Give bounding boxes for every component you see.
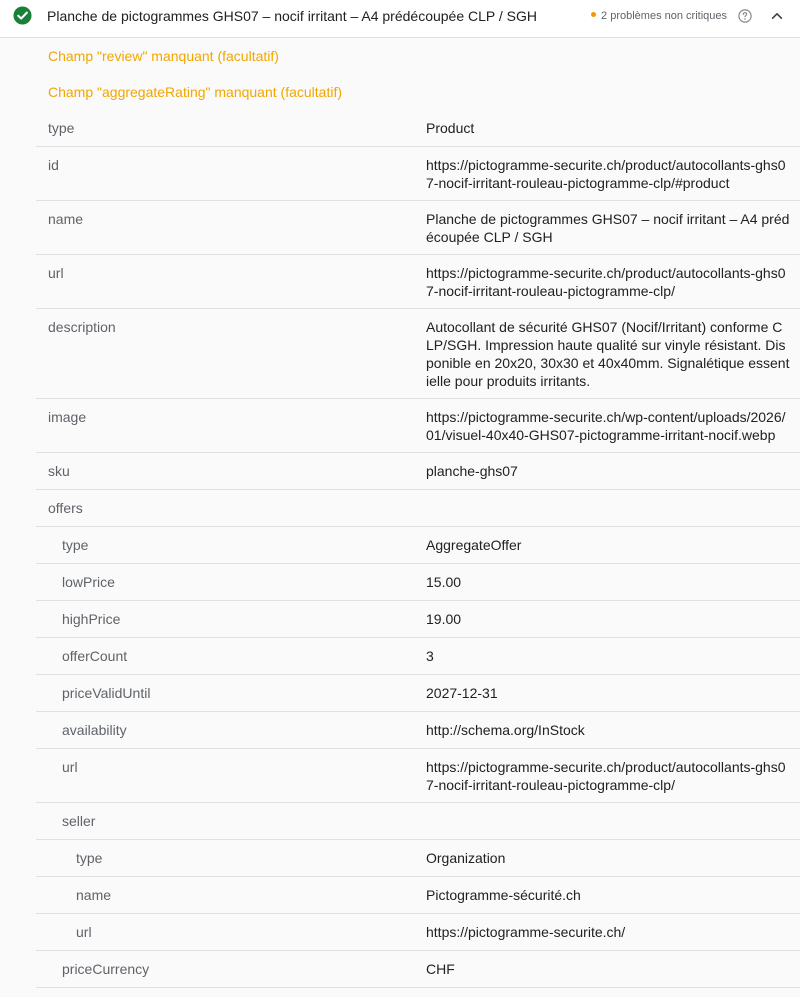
property-row xyxy=(36,309,800,399)
property-key: highPrice xyxy=(62,611,121,627)
property-value: 3 xyxy=(426,648,434,664)
property-row xyxy=(36,712,800,749)
warning-review-missing[interactable]: Champ "review" manquant (facultatif) xyxy=(48,48,279,64)
property-key: description xyxy=(48,319,116,335)
property-key: url xyxy=(62,759,78,775)
item-title: Planche de pictogrammes GHS07 – nocif irritant – A4 prédécoupée CLP / SGH xyxy=(47,8,538,24)
property-row xyxy=(36,877,800,914)
property-key: availability xyxy=(62,722,127,738)
property-key: name xyxy=(76,887,112,903)
property-row xyxy=(36,951,800,988)
property-key: priceValidUntil xyxy=(62,685,151,701)
property-key: name xyxy=(48,211,84,227)
property-row xyxy=(36,601,800,638)
property-key: type xyxy=(48,120,75,136)
property-value: Planche de pictogrammes GHS07 – nocif irritant – A4 prédécoupée CLP / SGH xyxy=(426,211,790,245)
property-row xyxy=(36,453,800,490)
property-value: 19.00 xyxy=(426,611,462,627)
property-value: https://pictogramme-securite.ch/wp-content/uploads/2026/01/visuel-40x40-GHS07-pictogramme-irritant-nocif.webp xyxy=(426,409,786,443)
property-key: priceCurrency xyxy=(62,961,150,977)
property-key: lowPrice xyxy=(62,574,115,590)
property-key: image xyxy=(48,409,87,425)
property-row xyxy=(36,201,800,255)
property-key: url xyxy=(48,265,64,281)
property-value: http://schema.org/InStock xyxy=(426,722,585,738)
property-value: AggregateOffer xyxy=(426,537,522,553)
property-key: sku xyxy=(48,463,70,479)
property-row xyxy=(36,399,800,453)
property-value: Pictogramme-sécurité.ch xyxy=(426,887,581,903)
result-header[interactable] xyxy=(0,0,800,38)
property-key: id xyxy=(48,157,59,173)
property-key: offerCount xyxy=(62,648,128,664)
property-key: seller xyxy=(62,813,96,829)
property-row xyxy=(36,638,800,675)
property-row xyxy=(36,110,800,147)
property-value xyxy=(426,803,790,839)
property-row xyxy=(36,147,800,201)
chevron-up-icon[interactable] xyxy=(770,9,784,23)
property-value: https://pictogramme-securite.ch/product/autocollants-ghs07-nocif-irritant-rouleau-pictogramme-clp/#product xyxy=(426,157,786,191)
property-value xyxy=(426,490,790,526)
warning-aggregaterating-missing[interactable]: Champ "aggregateRating" manquant (facultatif) xyxy=(48,84,342,100)
result-details xyxy=(0,38,800,997)
property-value: https://pictogramme-securite.ch/ xyxy=(426,924,626,940)
property-row xyxy=(36,255,800,309)
property-value: 15.00 xyxy=(426,574,462,590)
property-row xyxy=(36,675,800,712)
help-circle-icon[interactable] xyxy=(738,9,752,23)
property-row-offers xyxy=(36,490,800,527)
property-row xyxy=(36,527,800,564)
issues-count-label: 2 problèmes non critiques xyxy=(601,10,727,22)
property-value: CHF xyxy=(426,961,455,977)
property-value: Product xyxy=(426,120,475,136)
check-circle-icon xyxy=(13,6,32,25)
property-value: planche-ghs07 xyxy=(426,463,518,479)
property-key: type xyxy=(62,537,89,553)
property-row xyxy=(36,914,800,951)
property-value: 2027-12-31 xyxy=(426,685,498,701)
property-row-seller xyxy=(36,803,800,840)
issues-summary xyxy=(591,10,727,22)
property-row xyxy=(36,564,800,601)
property-value: https://pictogramme-securite.ch/product/autocollants-ghs07-nocif-irritant-rouleau-pictogramme-clp/ xyxy=(426,759,786,793)
property-value: Autocollant de sécurité GHS07 (Nocif/Irritant) conforme CLP/SGH. Impression haute qualité sur vinyle résistant. Disponible en 20x20, 30x30 et 40x40mm. Signalétique essentielle pour produits irritants. xyxy=(426,319,790,389)
property-value: Organization xyxy=(426,850,506,866)
property-row xyxy=(36,840,800,877)
property-key: offers xyxy=(48,500,83,516)
property-value: https://pictogramme-securite.ch/product/autocollants-ghs07-nocif-irritant-rouleau-pictogramme-clp/ xyxy=(426,265,786,299)
property-row xyxy=(36,749,800,803)
property-key: type xyxy=(76,850,103,866)
warning-dot-icon xyxy=(591,12,596,17)
property-key: url xyxy=(76,924,92,940)
